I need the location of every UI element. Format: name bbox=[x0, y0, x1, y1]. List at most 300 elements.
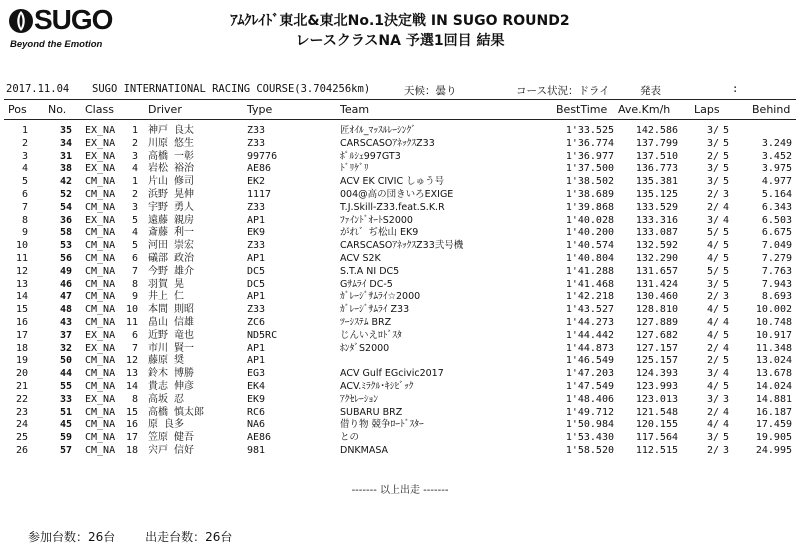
car-number: 31 bbox=[59, 150, 72, 162]
car-number: 42 bbox=[59, 176, 72, 188]
driver-name: 川原 悠生 bbox=[148, 137, 195, 149]
laps-total: 4 bbox=[722, 342, 729, 354]
laps-best: 2/ bbox=[706, 444, 719, 456]
behind-gap: 10.002 bbox=[755, 304, 792, 316]
class-cell: CM_NA bbox=[85, 278, 116, 290]
class-cell: CM_NA bbox=[85, 355, 116, 367]
table-row bbox=[4, 163, 796, 176]
class-position: 2 bbox=[131, 137, 138, 149]
average-speed: 125.157 bbox=[635, 355, 678, 367]
class-position: 4 bbox=[131, 227, 138, 239]
laps-best: 4/ bbox=[706, 240, 719, 252]
class-position: 7 bbox=[131, 342, 138, 354]
header-laps: Laps bbox=[694, 103, 720, 116]
class-position: 14 bbox=[126, 380, 139, 392]
laps-best: 2/ bbox=[706, 406, 719, 418]
behind-gap: 6.675 bbox=[761, 227, 792, 239]
average-speed: 135.381 bbox=[635, 176, 678, 188]
average-speed: 112.515 bbox=[635, 444, 678, 456]
laps-best: 3/ bbox=[706, 176, 719, 188]
team-name: DNKMASA bbox=[340, 444, 389, 456]
laps-best: 4/ bbox=[706, 380, 719, 392]
laps-best: 2/ bbox=[706, 188, 719, 200]
header-type: Type bbox=[247, 103, 273, 116]
car-type: AP1 bbox=[247, 252, 266, 264]
table-row bbox=[4, 368, 796, 381]
pos-cell: 7 bbox=[21, 201, 28, 213]
laps-best: 4/ bbox=[706, 304, 719, 316]
car-type: AP1 bbox=[247, 342, 266, 354]
header-rule-top bbox=[4, 99, 796, 100]
pos-cell: 19 bbox=[15, 355, 28, 367]
laps-total: 5 bbox=[722, 432, 729, 444]
table-row bbox=[4, 227, 796, 240]
event-date: 2017.11.04 bbox=[6, 83, 70, 95]
average-speed: 133.529 bbox=[635, 201, 678, 213]
laps-total: 5 bbox=[722, 163, 729, 175]
driver-name: 片山 修司 bbox=[148, 176, 195, 188]
class-cell: EX_NA bbox=[85, 393, 116, 405]
behind-gap: 7.049 bbox=[761, 240, 792, 252]
class-position: 1 bbox=[131, 176, 138, 188]
average-speed: 132.290 bbox=[635, 252, 678, 264]
car-type: EG3 bbox=[247, 368, 266, 380]
class-cell: CM_NA bbox=[85, 265, 116, 277]
team-name: CARSCASOｱﾈｯｸｽZ33 bbox=[340, 137, 435, 149]
driver-name: 藤原 奨 bbox=[148, 355, 185, 367]
average-speed: 132.592 bbox=[635, 240, 678, 252]
pos-cell: 23 bbox=[15, 406, 28, 418]
entered-count: 参加台数：26台 bbox=[28, 530, 116, 544]
table-row bbox=[4, 202, 796, 215]
laps-total: 4 bbox=[722, 214, 729, 226]
behind-gap: 3.452 bbox=[761, 150, 792, 162]
best-time: 1'50.984 bbox=[565, 419, 614, 431]
driver-name: 礒部 政治 bbox=[148, 252, 195, 264]
class-position: 18 bbox=[126, 444, 139, 456]
driver-name: 原 良多 bbox=[148, 419, 185, 431]
class-cell: EX_NA bbox=[85, 163, 116, 175]
best-time: 1'39.868 bbox=[565, 201, 614, 213]
car-type: AP1 bbox=[247, 355, 266, 367]
pos-cell: 22 bbox=[15, 393, 28, 405]
laps-best: 3/ bbox=[706, 432, 719, 444]
event-title: ｱﾑｸﾚｲﾄﾞ東北&東北No.1決定戦 IN SUGO ROUND2 bbox=[230, 13, 570, 29]
weather: 天候：曇り bbox=[404, 85, 457, 97]
laps-total: 5 bbox=[722, 380, 729, 392]
average-speed: 131.424 bbox=[635, 278, 678, 290]
table-row bbox=[4, 125, 796, 138]
behind-gap: 7.279 bbox=[761, 252, 792, 264]
laps-total: 4 bbox=[722, 419, 729, 431]
behind-gap: 11.348 bbox=[755, 342, 792, 354]
class-cell: CM_NA bbox=[85, 188, 116, 200]
behind-gap: 3.249 bbox=[761, 137, 792, 149]
table-row bbox=[4, 355, 796, 368]
car-number: 43 bbox=[59, 316, 72, 328]
pos-cell: 1 bbox=[21, 125, 28, 136]
footer bbox=[28, 528, 258, 545]
class-position: 5 bbox=[131, 240, 138, 252]
table-row bbox=[4, 419, 796, 432]
behind-gap: 13.024 bbox=[755, 355, 792, 367]
table-row bbox=[4, 394, 796, 407]
behind-gap: 4.977 bbox=[761, 176, 792, 188]
team-name: ｶﾞﾚｰｼﾞｻﾑﾗｲ Z33 bbox=[340, 304, 410, 316]
team-name: ACV Gulf EGcivic2017 bbox=[340, 368, 444, 380]
average-speed: 137.799 bbox=[635, 137, 678, 149]
team-name: CARSCASOｱﾈｯｸｽZ33弐号機 bbox=[340, 240, 464, 252]
driver-name: 市川 賢一 bbox=[148, 342, 195, 354]
car-number: 44 bbox=[59, 368, 72, 380]
car-type: AP1 bbox=[247, 214, 266, 226]
pos-cell: 10 bbox=[15, 240, 28, 252]
behind-gap: 6.503 bbox=[761, 214, 792, 226]
car-type: Z33 bbox=[247, 240, 266, 252]
team-name: ACV EK CIVIC しゅう号 bbox=[340, 176, 445, 188]
car-number: 50 bbox=[59, 355, 72, 367]
course-condition: コース状況：ドライ bbox=[516, 85, 610, 97]
class-position: 5 bbox=[131, 214, 138, 226]
pos-cell: 5 bbox=[21, 176, 28, 188]
end-marker: ------- 以上出走 ------- bbox=[351, 485, 449, 496]
behind-gap: 8.693 bbox=[761, 291, 792, 303]
car-number: 37 bbox=[59, 329, 72, 341]
pos-cell: 13 bbox=[15, 278, 28, 290]
pos-cell: 12 bbox=[15, 265, 28, 277]
car-type: 1117 bbox=[247, 188, 272, 200]
pos-cell: 3 bbox=[21, 150, 28, 162]
best-time: 1'44.273 bbox=[565, 316, 614, 328]
table-row bbox=[4, 176, 796, 189]
average-speed: 124.393 bbox=[635, 368, 678, 380]
laps-total: 5 bbox=[722, 252, 729, 264]
laps-best: 2/ bbox=[706, 355, 719, 367]
laps-total: 3 bbox=[722, 291, 729, 303]
class-cell: CM_NA bbox=[85, 304, 116, 316]
behind-gap: 13.678 bbox=[755, 368, 792, 380]
best-time: 1'58.520 bbox=[565, 444, 614, 456]
table-row bbox=[4, 330, 796, 343]
laps-best: 4/ bbox=[706, 329, 719, 341]
average-speed: 123.993 bbox=[635, 380, 678, 392]
table-row bbox=[4, 445, 796, 458]
started-count: 出走台数：26台 bbox=[145, 530, 233, 544]
behind-gap: 10.748 bbox=[755, 316, 792, 328]
average-speed: 133.087 bbox=[635, 227, 678, 239]
laps-best: 2/ bbox=[706, 342, 719, 354]
header-rule-bottom bbox=[4, 119, 796, 120]
team-name: S.T.A NI DC5 bbox=[340, 265, 400, 277]
team-name: SUBARU BRZ bbox=[340, 406, 403, 418]
car-type: ZC6 bbox=[247, 316, 266, 328]
best-time: 1'40.028 bbox=[565, 214, 614, 226]
laps-total: 5 bbox=[722, 329, 729, 341]
pos-cell: 17 bbox=[15, 329, 28, 341]
laps-total: 3 bbox=[722, 393, 729, 405]
session-title: レースクラスNA 予選1回目 結果 bbox=[295, 33, 505, 49]
pos-cell: 11 bbox=[15, 252, 28, 264]
car-type: EK2 bbox=[247, 176, 266, 188]
car-type: Z33 bbox=[247, 201, 266, 213]
laps-best: 4/ bbox=[706, 419, 719, 431]
class-cell: EX_NA bbox=[85, 214, 116, 226]
laps-best: 3/ bbox=[706, 368, 719, 380]
driver-name: 高坂 忍 bbox=[148, 393, 185, 405]
laps-total: 5 bbox=[722, 355, 729, 367]
course-name: SUGO INTERNATIONAL RACING COURSE(3.704256km) bbox=[92, 83, 371, 95]
behind-gap: 7.763 bbox=[761, 265, 792, 277]
car-number: 59 bbox=[59, 432, 72, 444]
team-name: ﾄﾞﾘｹﾞﾘ bbox=[340, 163, 369, 175]
header-driver: Driver bbox=[148, 103, 182, 116]
team-name: ﾎﾟﾙｼｪ997GT3 bbox=[340, 150, 401, 162]
laps-total: 5 bbox=[722, 278, 729, 290]
laps-best: 5/ bbox=[706, 227, 719, 239]
class-position: 4 bbox=[131, 163, 138, 175]
car-number: 35 bbox=[59, 125, 72, 136]
car-number: 56 bbox=[59, 252, 72, 264]
best-time: 1'47.549 bbox=[565, 380, 614, 392]
laps-best: 5/ bbox=[706, 265, 719, 277]
class-cell: CM_NA bbox=[85, 291, 116, 303]
driver-name: 斎藤 利一 bbox=[148, 227, 195, 239]
driver-name: 高橋 慎太郎 bbox=[148, 406, 205, 418]
behind-gap: 6.343 bbox=[761, 201, 792, 213]
car-number: 46 bbox=[59, 278, 72, 290]
class-position: 6 bbox=[131, 329, 138, 341]
pos-cell: 4 bbox=[21, 163, 28, 175]
header-pos: Pos bbox=[8, 103, 27, 116]
team-name: ｱｸｾﾚｰｼｮﾝ bbox=[340, 393, 379, 405]
behind-gap: 16.187 bbox=[755, 406, 792, 418]
laps-total: 4 bbox=[722, 316, 729, 328]
laps-total: 3 bbox=[722, 188, 729, 200]
laps-total: 4 bbox=[722, 368, 729, 380]
car-number: 34 bbox=[59, 137, 72, 149]
car-type: AP1 bbox=[247, 291, 266, 303]
car-number: 49 bbox=[59, 265, 72, 277]
laps-best: 4/ bbox=[706, 316, 719, 328]
header-behind: Behind bbox=[752, 103, 791, 116]
header-no: No. bbox=[48, 103, 67, 116]
behind-gap: 14.881 bbox=[755, 393, 792, 405]
best-time: 1'41.288 bbox=[565, 265, 614, 277]
class-position: 3 bbox=[131, 150, 138, 162]
laps-total: 5 bbox=[722, 265, 729, 277]
car-number: 53 bbox=[59, 240, 72, 252]
pos-cell: 25 bbox=[15, 432, 28, 444]
car-type: EK9 bbox=[247, 393, 266, 405]
pos-cell: 2 bbox=[21, 137, 28, 149]
driver-name: 近野 竜也 bbox=[148, 329, 195, 341]
behind-gap: 17.459 bbox=[755, 419, 792, 431]
pos-cell: 15 bbox=[15, 304, 28, 316]
pos-cell: 14 bbox=[15, 291, 28, 303]
header-class: Class bbox=[85, 103, 114, 116]
logo-brand: SUGO bbox=[34, 4, 113, 35]
best-time: 1'48.406 bbox=[565, 393, 614, 405]
best-time: 1'40.804 bbox=[565, 252, 614, 264]
driver-name: 浜野 晃伸 bbox=[148, 188, 195, 200]
class-position: 6 bbox=[131, 252, 138, 264]
best-time: 1'53.430 bbox=[565, 432, 614, 444]
laps-best: 3/ bbox=[706, 278, 719, 290]
class-cell: CM_NA bbox=[85, 176, 116, 188]
driver-name: 貴志 伸彦 bbox=[148, 380, 195, 392]
laps-total: 5 bbox=[722, 125, 729, 136]
laps-best: 3/ bbox=[706, 137, 719, 149]
driver-name: 岩松 裕治 bbox=[148, 163, 195, 175]
average-speed: 127.889 bbox=[635, 316, 678, 328]
class-cell: CM_NA bbox=[85, 240, 116, 252]
laps-best: 2/ bbox=[706, 201, 719, 213]
average-speed: 127.682 bbox=[635, 329, 678, 341]
laps-best: 3/ bbox=[706, 393, 719, 405]
average-speed: 120.155 bbox=[635, 419, 678, 431]
best-time: 1'40.200 bbox=[565, 227, 614, 239]
class-position: 10 bbox=[126, 304, 139, 316]
best-time: 1'43.527 bbox=[565, 304, 614, 316]
driver-name: 河田 崇宏 bbox=[148, 240, 195, 252]
header-avg: Ave.Km/h bbox=[618, 103, 671, 116]
laps-total: 5 bbox=[722, 176, 729, 188]
pos-cell: 16 bbox=[15, 316, 28, 328]
class-cell: CM_NA bbox=[85, 227, 116, 239]
average-speed: 136.773 bbox=[635, 163, 678, 175]
laps-total: 5 bbox=[722, 227, 729, 239]
class-cell: CM_NA bbox=[85, 419, 116, 431]
class-cell: CM_NA bbox=[85, 201, 116, 213]
laps-best: 4/ bbox=[706, 252, 719, 264]
class-position: 15 bbox=[126, 406, 139, 418]
driver-name: 羽賀 晃 bbox=[148, 278, 185, 290]
average-speed: 142.586 bbox=[635, 125, 678, 136]
best-time: 1'44.442 bbox=[565, 329, 614, 341]
best-time: 1'47.203 bbox=[565, 368, 614, 380]
car-number: 33 bbox=[59, 393, 72, 405]
car-number: 52 bbox=[59, 188, 72, 200]
driver-name: 宍戸 信好 bbox=[148, 444, 195, 456]
team-name: ﾌｧｲﾝﾄﾞｵｰﾄS2000 bbox=[340, 214, 413, 226]
class-cell: EX_NA bbox=[85, 150, 116, 162]
car-type: 981 bbox=[247, 444, 266, 456]
table-row bbox=[4, 151, 796, 164]
table-row bbox=[4, 279, 796, 292]
class-position: 16 bbox=[126, 419, 139, 431]
car-number: 36 bbox=[59, 214, 72, 226]
class-position: 8 bbox=[131, 393, 138, 405]
team-name: 借り物 競争ﾛｰﾄﾞｽﾀｰ bbox=[340, 419, 424, 431]
class-cell: EX_NA bbox=[85, 329, 116, 341]
laps-best: 3/ bbox=[706, 163, 719, 175]
car-number: 57 bbox=[59, 444, 72, 456]
best-time: 1'46.549 bbox=[565, 355, 614, 367]
car-type: ND5RC bbox=[247, 329, 278, 341]
table-row bbox=[4, 240, 796, 253]
driver-name: 本間 則昭 bbox=[148, 304, 195, 316]
car-type: Z33 bbox=[247, 137, 266, 149]
car-type: 99776 bbox=[247, 150, 278, 162]
car-number: 51 bbox=[59, 406, 72, 418]
announce-time: : bbox=[732, 83, 739, 95]
laps-total: 5 bbox=[722, 304, 729, 316]
pos-cell: 21 bbox=[15, 380, 28, 392]
pos-cell: 9 bbox=[21, 227, 28, 239]
table-row bbox=[4, 381, 796, 394]
average-speed: 117.564 bbox=[635, 432, 678, 444]
driver-name: 今野 雄介 bbox=[148, 265, 195, 277]
best-time: 1'38.502 bbox=[565, 176, 614, 188]
laps-total: 4 bbox=[722, 406, 729, 418]
class-cell: CM_NA bbox=[85, 432, 116, 444]
class-cell: EX_NA bbox=[85, 125, 116, 136]
average-speed: 135.125 bbox=[635, 188, 678, 200]
table-row bbox=[4, 215, 796, 228]
best-time: 1'37.500 bbox=[565, 163, 614, 175]
driver-name: 遠藤 親房 bbox=[148, 214, 195, 226]
car-type: Z33 bbox=[247, 125, 266, 136]
laps-total: 5 bbox=[722, 137, 729, 149]
class-cell: CM_NA bbox=[85, 406, 116, 418]
class-position: 9 bbox=[131, 291, 138, 303]
table-row bbox=[4, 407, 796, 420]
driver-name: 笠原 健吾 bbox=[148, 432, 195, 444]
class-position: 17 bbox=[126, 432, 139, 444]
class-position: 1 bbox=[131, 125, 138, 136]
laps-total: 5 bbox=[722, 150, 729, 162]
pos-cell: 18 bbox=[15, 342, 28, 354]
team-name: ﾎﾝﾀﾞS2000 bbox=[340, 342, 390, 354]
team-name: T.J.Skill-Z33.feat.S.K.R bbox=[340, 201, 445, 213]
best-time: 1'41.468 bbox=[565, 278, 614, 290]
car-number: 54 bbox=[59, 201, 72, 213]
class-position: 11 bbox=[126, 316, 139, 328]
header-team: Team bbox=[340, 103, 370, 116]
car-type: AE86 bbox=[247, 432, 272, 444]
team-name: がれ゛ぢ松山 EK9 bbox=[340, 227, 419, 239]
average-speed: 123.013 bbox=[635, 393, 678, 405]
behind-gap: 24.995 bbox=[755, 444, 792, 456]
class-cell: CM_NA bbox=[85, 252, 116, 264]
driver-name: 高橋 一彰 bbox=[148, 150, 195, 162]
table-header bbox=[4, 101, 796, 119]
class-cell: EX_NA bbox=[85, 342, 116, 354]
laps-total: 3 bbox=[722, 444, 729, 456]
pos-cell: 24 bbox=[15, 419, 28, 431]
team-name: ﾂｰｼｽﾃﾑ BRZ bbox=[340, 316, 392, 328]
table-row bbox=[4, 343, 796, 356]
car-type: DC5 bbox=[247, 278, 266, 290]
class-position: 7 bbox=[131, 265, 138, 277]
team-name: 匠ｵｲﾙ_ﾏｯｽﾙﾚｰｼﾝｸﾞ bbox=[340, 125, 417, 136]
results-table bbox=[4, 125, 796, 458]
logo-tagline: Beyond the Emotion bbox=[10, 39, 103, 50]
class-cell: CM_NA bbox=[85, 316, 116, 328]
car-number: 38 bbox=[59, 163, 72, 175]
laps-total: 5 bbox=[722, 240, 729, 252]
laps-best: 3/ bbox=[706, 125, 719, 136]
laps-best: 3/ bbox=[706, 214, 719, 226]
behind-gap: 10.917 bbox=[755, 329, 792, 341]
table-row bbox=[4, 291, 796, 304]
average-speed: 127.157 bbox=[635, 342, 678, 354]
average-speed: 121.548 bbox=[635, 406, 678, 418]
driver-name: 宇野 勇人 bbox=[148, 201, 195, 213]
class-cell: CM_NA bbox=[85, 380, 116, 392]
laps-best: 2/ bbox=[706, 150, 719, 162]
behind-gap: 19.905 bbox=[755, 432, 792, 444]
